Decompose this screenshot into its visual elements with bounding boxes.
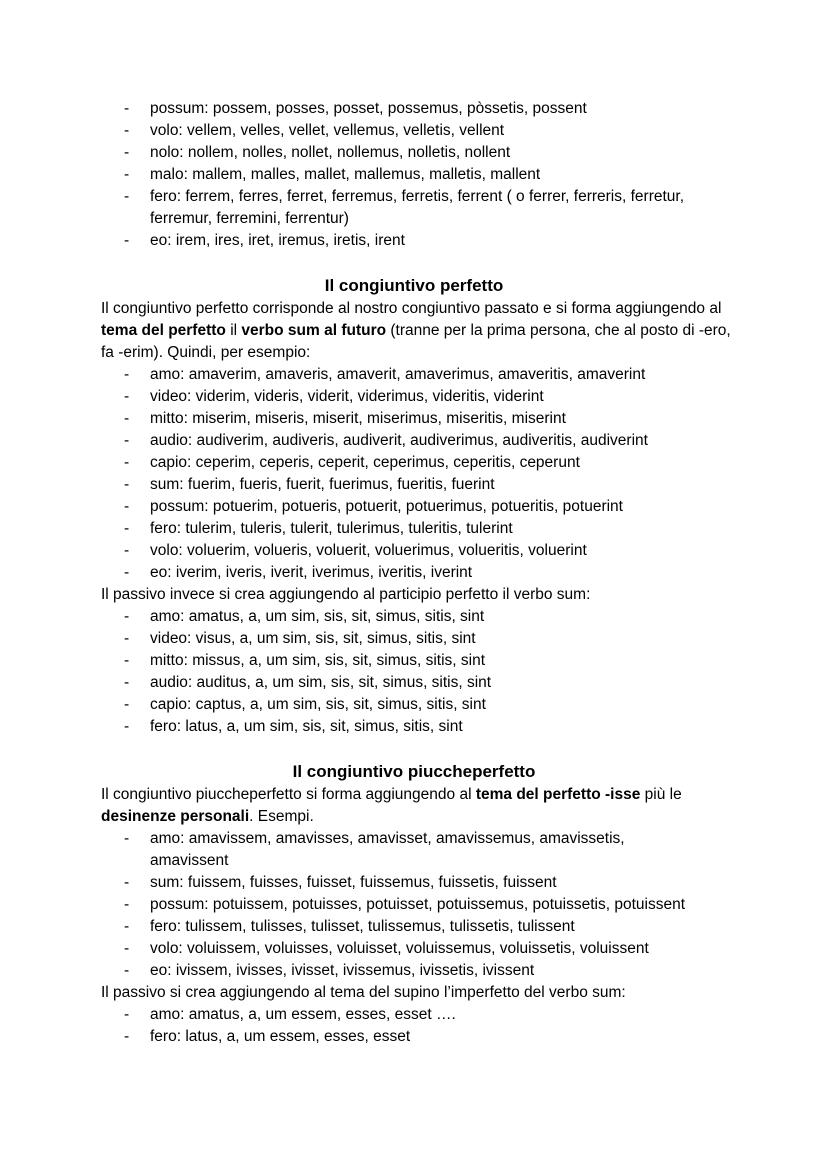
perfetto-passive-list bbox=[0, 606, 828, 738]
list-item: - video: visus, a, um sim, sis, sit, simus, sitis, sint bbox=[124, 630, 476, 647]
piuccheperfetto-active-list bbox=[0, 828, 828, 982]
list-item: - audio: auditus, a, um sim, sis, sit, simus, sitis, sint bbox=[124, 674, 492, 691]
perfetto-active-list bbox=[0, 364, 828, 584]
list-item: - fero: ferrem, ferres, ferret, ferremus, ferretis, ferrent ( o ferrer, ferreris, ferretur, ferremur, ferremini, ferrentur) bbox=[124, 188, 685, 227]
top-conjugation-list bbox=[0, 98, 828, 252]
list-item: - amo: amavissem, amavisses, amavisset, amavissemus, amavissetis, amavissent bbox=[124, 830, 625, 869]
list-item: - capio: ceperim, ceperis, ceperit, ceperimus, ceperitis, ceperunt bbox=[124, 454, 580, 471]
list-item: - volo: voluerim, volueris, voluerit, voluerimus, volueritis, voluerint bbox=[124, 542, 587, 559]
list-item: - eo: irem, ires, iret, iremus, iretis, irent bbox=[124, 232, 405, 249]
list-item: - fero: tulissem, tulisses, tulisset, tulissemus, tulissetis, tulissent bbox=[124, 918, 575, 935]
perfetto-passive-intro: Il passivo invece si crea aggiungendo al participio perfetto il verbo sum: bbox=[101, 586, 591, 603]
list-item: - amo: amatus, a, um essem, esses, esset …. bbox=[124, 1006, 456, 1023]
list-item: - fero: tulerim, tuleris, tulerit, tulerimus, tuleritis, tulerint bbox=[124, 520, 513, 537]
perfetto-intro: Il congiuntivo perfetto corrisponde al nostro congiuntivo passato e si forma aggiungendo al tema del perfetto il verbo sum al futuro (tranne per la prima persona, che al posto di -ero, fa -erim). Quindi, per esempio: bbox=[101, 300, 731, 361]
piuccheperfetto-passive-list bbox=[0, 1004, 828, 1048]
list-item: - mitto: miserim, miseris, miserit, miserimus, miseritis, miserint bbox=[124, 410, 566, 427]
list-item: - possum: potuissem, potuisses, potuisset, potuissemus, potuissetis, potuissent bbox=[124, 896, 686, 913]
list-item: - audio: audiverim, audiveris, audiverit, audiverimus, audiveritis, audiverint bbox=[124, 432, 648, 449]
list-item: - video: viderim, videris, viderit, viderimus, videritis, viderint bbox=[124, 388, 544, 405]
list-item: - volo: voluissem, voluisses, voluisset, voluissemus, voluissetis, voluissent bbox=[124, 940, 649, 957]
list-item: - sum: fuerim, fueris, fuerit, fuerimus, fueritis, fuerint bbox=[124, 476, 495, 493]
list-item: - fero: latus, a, um essem, esses, esset bbox=[124, 1028, 411, 1045]
piuccheperfetto-intro: Il congiuntivo piuccheperfetto si forma aggiungendo al tema del perfetto -isse più le desinenze personali. Esempi. bbox=[101, 786, 682, 825]
list-item: - possum: potuerim, potueris, potuerit, potuerimus, potueritis, potuerint bbox=[124, 498, 623, 515]
list-item: - nolo: nollem, nolles, nollet, nollemus, nolletis, nollent bbox=[124, 144, 511, 161]
list-item: - sum: fuissem, fuisses, fuisset, fuissemus, fuissetis, fuissent bbox=[124, 874, 557, 891]
list-item: - possum: possem, posses, posset, possemus, pòssetis, possent bbox=[124, 100, 587, 117]
list-item: - eo: ivissem, ivisses, ivisset, ivissemus, ivissetis, ivissent bbox=[124, 962, 535, 979]
list-item: - eo: iverim, iveris, iverit, iverimus, iveritis, iverint bbox=[124, 564, 473, 581]
section-title-piuccheperfetto: Il congiuntivo piuccheperfetto bbox=[292, 762, 536, 781]
list-item: - mitto: missus, a, um sim, sis, sit, simus, sitis, sint bbox=[124, 652, 486, 669]
list-item: - amo: amatus, a, um sim, sis, sit, simus, sitis, sint bbox=[124, 608, 485, 625]
section-title-perfetto: Il congiuntivo perfetto bbox=[324, 276, 504, 295]
list-item: - volo: vellem, velles, vellet, vellemus, velletis, vellent bbox=[124, 122, 505, 139]
piuccheperfetto-passive-intro: Il passivo si crea aggiungendo al tema del supino l’imperfetto del verbo sum: bbox=[101, 984, 626, 1001]
list-item: - fero: latus, a, um sim, sis, sit, simus, sitis, sint bbox=[124, 718, 463, 735]
list-item: - capio: captus, a, um sim, sis, sit, simus, sitis, sint bbox=[124, 696, 486, 713]
list-item: - amo: amaverim, amaveris, amaverit, amaverimus, amaveritis, amaverint bbox=[124, 366, 646, 383]
list-item: - malo: mallem, malles, mallet, mallemus, malletis, mallent bbox=[124, 166, 541, 183]
